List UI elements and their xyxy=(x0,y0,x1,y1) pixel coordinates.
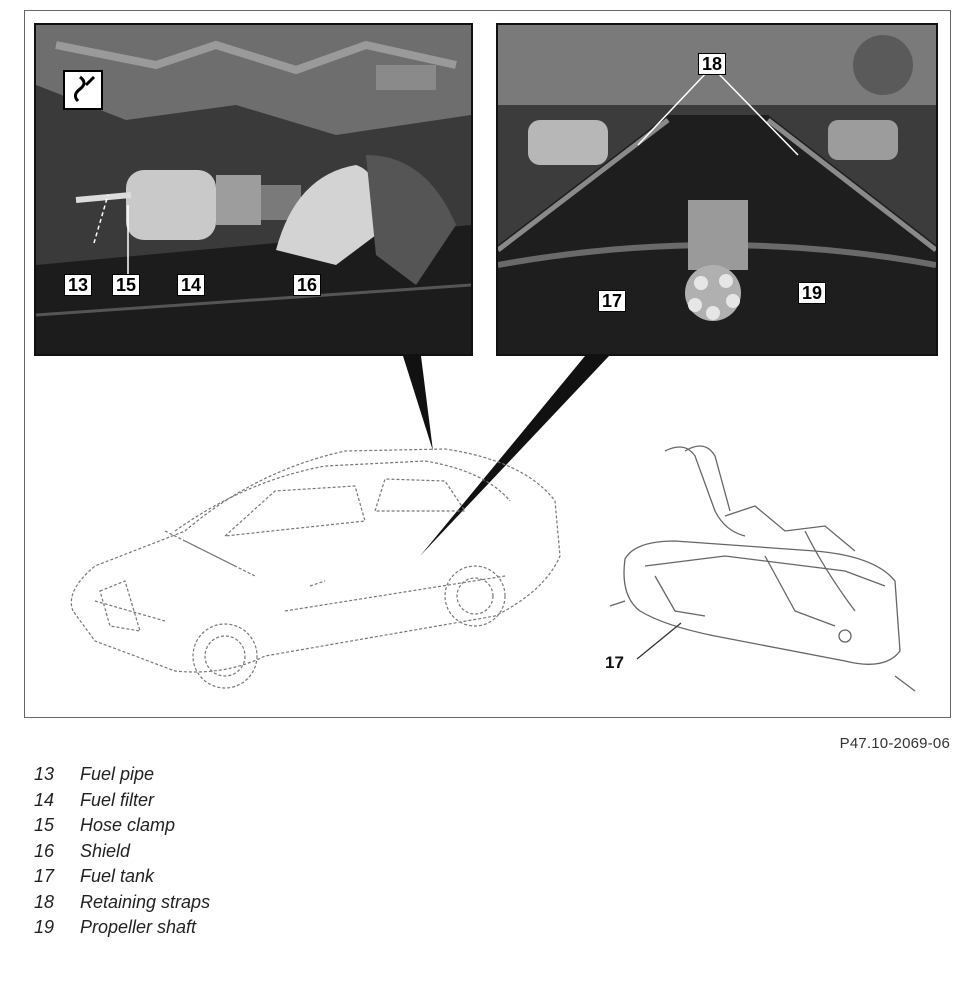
legend-number: 14 xyxy=(34,789,55,810)
legend-item xyxy=(34,841,210,867)
legend-label: Hose clamp xyxy=(80,815,176,835)
legend-number: 16 xyxy=(34,840,55,861)
callout-15: 15 xyxy=(112,274,140,296)
legend-item xyxy=(34,815,210,841)
callout-13: 13 xyxy=(64,274,92,296)
legend-item xyxy=(34,917,210,943)
fuel-tank-illustration xyxy=(610,446,915,691)
pointer-right xyxy=(420,356,609,556)
legend-item xyxy=(34,892,210,918)
figure-code: P47.10-2069-06 xyxy=(839,735,950,752)
callout-16: 16 xyxy=(293,274,321,296)
legend-number: 18 xyxy=(34,891,55,912)
legend-list xyxy=(34,764,210,943)
pointer-left xyxy=(403,356,433,451)
legend-item xyxy=(34,866,210,892)
legend-number: 17 xyxy=(34,866,55,886)
legend-label: Fuel pipe xyxy=(80,764,155,784)
legend-item xyxy=(34,764,210,790)
legend-number: 15 xyxy=(34,815,55,835)
legend-label: Fuel filter xyxy=(80,789,155,810)
callout-17-tank: 17 xyxy=(605,653,624,672)
figure-frame xyxy=(24,10,951,718)
callout-17-photo: 17 xyxy=(598,290,626,312)
legend-number: 13 xyxy=(34,764,55,784)
callout-18: 18 xyxy=(698,53,726,75)
drawing-layer xyxy=(25,11,952,719)
legend-label: Retaining straps xyxy=(80,891,211,912)
legend-label: Shield xyxy=(80,840,131,861)
legend-label: Fuel tank xyxy=(80,866,155,886)
legend-item xyxy=(34,790,210,816)
callout-19: 19 xyxy=(798,282,826,304)
legend-label: Propeller shaft xyxy=(80,917,197,937)
callout-14: 14 xyxy=(177,274,205,296)
legend-number: 19 xyxy=(34,917,55,937)
